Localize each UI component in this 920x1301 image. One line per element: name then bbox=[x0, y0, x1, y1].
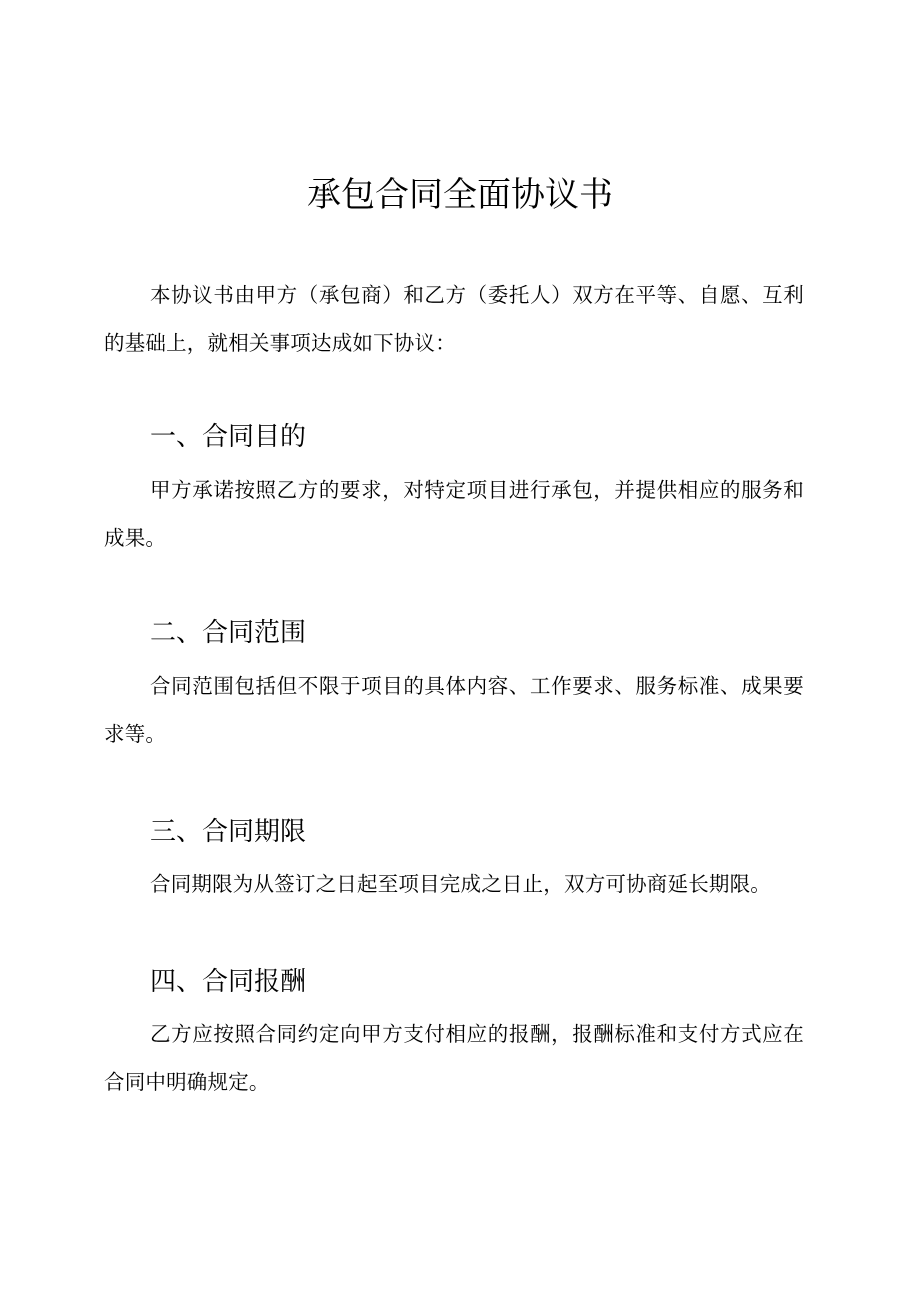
section-body-purpose: 甲方承诺按照乙方的要求，对特定项目进行承包，并提供相应的服务和成果。 bbox=[104, 478, 804, 550]
section-body-term: 合同期限为从签订之日起至项目完成之日止，双方可协商延长期限。 bbox=[150, 872, 771, 896]
section-body-scope: 合同范围包括但不限于项目的具体内容、工作要求、服务标准、成果要求等。 bbox=[104, 674, 804, 746]
intro-paragraph: 本协议书由甲方（承包商）和乙方（委托人）双方在平等、自愿、互利的基础上，就相关事项达成如下协议： bbox=[104, 283, 804, 355]
section-heading-term: 三、合同期限 bbox=[150, 817, 307, 847]
section-heading-purpose: 一、合同目的 bbox=[150, 422, 307, 452]
section-heading-remuneration: 四、合同报酬 bbox=[150, 967, 307, 997]
section-body-remuneration: 乙方应按照合同约定向甲方支付相应的报酬，报酬标准和支付方式应在合同中明确规定。 bbox=[104, 1022, 804, 1094]
document-title: 承包合同全面协议书 bbox=[307, 175, 613, 215]
section-heading-scope: 二、合同范围 bbox=[150, 618, 307, 648]
